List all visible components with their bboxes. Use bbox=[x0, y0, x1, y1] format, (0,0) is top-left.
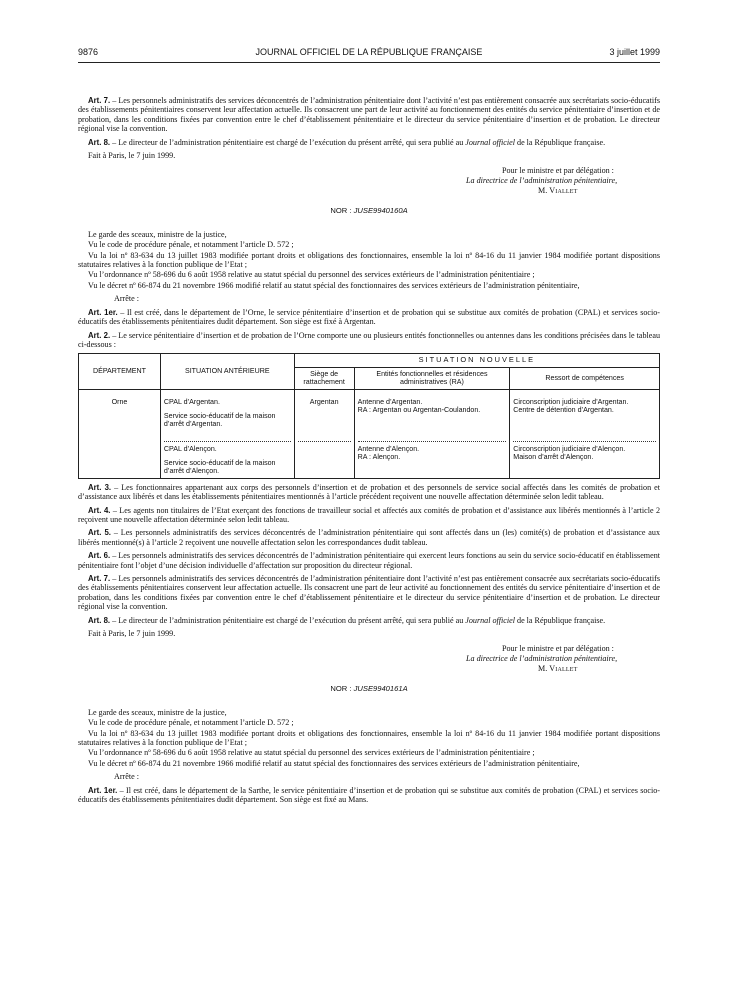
nor-label: NOR : bbox=[330, 684, 352, 694]
header-siege: Siège de rattachement bbox=[294, 367, 354, 389]
entite-line: RA : Argentan ou Argentan-Coulandon. bbox=[357, 405, 481, 414]
signature-line: Pour le ministre et par délégation : bbox=[502, 644, 614, 654]
anterieure-line: Service socio-éducatif de la maison d’arrêt d’Alençon. bbox=[163, 458, 276, 476]
article-text: – Les personnels administratifs des services déconcentrés de l’administration pénitentiaire qui sont affectés dans un (les) comité(s) de probation et d’assistance aux libérés mentionné(s) à l’article 2 reçoivent une nouvelle affectation selon les correspondances dudit tableau. bbox=[78, 528, 660, 547]
nor-code: JUSE9940160A bbox=[353, 206, 408, 216]
nor-code: JUSE9940161A bbox=[353, 684, 408, 694]
article-text: – Il est créé, dans le département de la Sarthe, le service pénitentiaire d’insertion et de probation qui se substitue aux comités de probation (CPAL) et services socio-éducatifs des établissements pénitentiaires dudit département. Son siège est fixé au Mans. bbox=[78, 785, 660, 805]
nor-label: NOR : bbox=[330, 206, 352, 216]
anterieure-line: CPAL d’Alençon. bbox=[163, 444, 217, 453]
signature-initial: M. bbox=[538, 664, 548, 674]
article-text: – Les personnels administratifs des services déconcentrés de l’administration pénitentiaire dont l’activité n’est pas entièrement consacrée aux secrétariats socio-éducatifs des établissements pénitentiaires conservent leur affectation actuelle. Ils consacrent une part de leur activité au fonctionnement des entités du service pénitentiaire d’insertion et de probation, dans les conditions fixées par convention entre le chef d’établissement pénitentiaire et le directeur du service pénitentiaire d’insertion et de probation. Le directeur régional vise la convention. bbox=[78, 96, 660, 134]
fait-a-paris: Fait à Paris, le 7 juin 1999. bbox=[88, 151, 176, 161]
table-row bbox=[79, 389, 660, 478]
article-text: – Les personnels administratifs des services déconcentrés de l’administration pénitentiaire dont l’activité n’est pas entièrement consacrée aux secrétariats socio-éducatifs des établissements pénitentiaires conservent leur affectation actuelle. Ils consacrent une part de leur activité au fonctionnement des entités du service pénitentiaire d’insertion et de probation, dans les conditions fixées par convention entre le chef d’établissement pénitentiaire et le directeur du service pénitentiaire d’insertion et de probation. Le directeur régional vise la convention. bbox=[78, 574, 660, 612]
preamble-line: Vu l’ordonnance nº 58-696 du 6 août 1958 relative au statut spécial du personnel des services extérieurs de l’administration pénitentiaire ; bbox=[88, 270, 535, 280]
signature-line: Pour le ministre et par délégation : bbox=[502, 166, 614, 176]
article-text: – Les fonctionnaires appartenant aux corps des personnels d’insertion et de probation et des personnels de service social affectés dans les comités de probation et d’assistance aux libérés et dans les établissements pénitentiaires mentionnés à l’article précédent reçoivent une nouvelle affectation déterminée selon ledit tableau. bbox=[78, 482, 660, 502]
arrete-heading: Arrête : bbox=[114, 294, 139, 304]
issue-date: 3 juillet 1999 bbox=[609, 47, 660, 57]
cell-siege bbox=[294, 389, 354, 478]
signature-block bbox=[78, 166, 660, 196]
journal-title: JOURNAL OFFICIEL DE LA RÉPUBLIQUE FRANÇAISE bbox=[255, 47, 483, 57]
article-text: – Les agents non titulaires de l’Etat exerçant des fonctions de travailleur social et affectés aux comités de probation et d’assistance aux libérés mentionnés à l’article 2 reçoivent une nouvelle affectation déterminée selon ledit tableau. bbox=[78, 505, 660, 524]
header-ressort: Ressort de compétences bbox=[510, 367, 660, 389]
article-text: – Le service pénitentiaire d’insertion et de probation de l’Orne comporte une ou plusieurs entités fonctionnelles ou antennes dans les conditions précisées dans le tableau ci-dessous : bbox=[78, 330, 660, 349]
ressort-line: Maison d’arrêt d’Alençon. bbox=[513, 452, 594, 461]
ressort-line: Circonscription judiciaire d’Argentan. bbox=[513, 397, 629, 406]
article-paragraph bbox=[78, 331, 660, 350]
preamble-line: Vu le code de procédure pénale, et notamment l’article D. 572 ; bbox=[88, 718, 294, 728]
article-paragraph bbox=[78, 786, 660, 805]
journal-officiel-italic: Journal officiel bbox=[465, 615, 515, 625]
article-paragraph bbox=[78, 483, 660, 502]
siege-value: Argentan bbox=[309, 397, 339, 406]
siege-value bbox=[298, 441, 351, 475]
cell-ressort bbox=[510, 389, 660, 478]
article-paragraph bbox=[78, 574, 660, 612]
entite-line: Antenne d’Alençon. bbox=[357, 444, 420, 453]
preamble-line: Le garde des sceaux, ministre de la justice, bbox=[88, 229, 227, 239]
signature-title: La directrice de l’administration pénitentiaire, bbox=[466, 654, 618, 664]
preamble-line: Le garde des sceaux, ministre de la justice, bbox=[88, 707, 227, 717]
cell-anterieure bbox=[160, 389, 294, 478]
cell-entites bbox=[354, 389, 510, 478]
page-header bbox=[78, 47, 660, 61]
anterieure-line: CPAL d’Argentan. bbox=[163, 397, 220, 406]
signature-surname: Viallet bbox=[549, 664, 578, 674]
article-text: – Il est créé, dans le département de l’Orne, le service pénitentiaire d’insertion et de probation qui se substitue aux comités de probation (CPAL) et services socio-éducatifs des établissements pénitentiaires dudit département. Son siège est fixé à Argentan. bbox=[78, 307, 660, 327]
nor-reference bbox=[78, 206, 660, 215]
article-label: Art. 8. bbox=[88, 615, 111, 625]
preamble-line: Vu la loi nº 83-634 du 13 juillet 1983 modifiée portant droits et obligations des fonctionnaires, ensemble la loi nº 84-16 du 11 janvier 1984 modifiée portant dispositions statutaires relatives à la fonction publique de l’Etat ; bbox=[78, 250, 660, 270]
article-text: – Le directeur de l’administration pénitentiaire est chargé de l’exécution du présent arrêté, qui sera publié au bbox=[112, 615, 464, 625]
article-label: Art. 8. bbox=[88, 137, 111, 147]
article-text: – Les personnels administratifs des services déconcentrés de l’administration pénitentiaire qui exercent leurs fonctions au sein du service socio-éducatif en établissement pénitentiaire font l’objet d’une décision individuelle d’affectation sur proposition du directeur régional. bbox=[78, 551, 660, 570]
preamble-line: Vu l’ordonnance nº 58-696 du 6 août 1958 relative au statut spécial du personnel des services extérieurs de l’administration pénitentiaire ; bbox=[88, 748, 535, 758]
signature-name bbox=[466, 186, 660, 196]
header-entites: Entités fonctionnelles et résidences administratives (RA) bbox=[354, 367, 510, 389]
ressort-line: Centre de détention d’Argentan. bbox=[513, 405, 614, 414]
article-paragraph bbox=[78, 138, 660, 147]
signature-title: La directrice de l’administration pénitentiaire, bbox=[466, 176, 618, 186]
header-departement: DÉPARTEMENT bbox=[79, 354, 161, 389]
signature-block bbox=[78, 644, 660, 674]
article-label: Art. 4. bbox=[88, 505, 111, 515]
article-text: de la République française. bbox=[517, 137, 606, 147]
preamble-line: Vu le décret nº 66-874 du 21 novembre 1966 modifié relatif au statut spécial des fonctionnaires des services extérieurs de l’administration pénitentiaire, bbox=[88, 758, 580, 768]
journal-officiel-italic: Journal officiel bbox=[465, 137, 515, 147]
article-paragraph bbox=[78, 506, 660, 525]
fait-a-paris: Fait à Paris, le 7 juin 1999. bbox=[88, 629, 176, 639]
article-label: Art. 7. bbox=[88, 574, 111, 583]
article-paragraph bbox=[78, 308, 660, 327]
article-paragraph bbox=[78, 551, 660, 570]
preamble-line: Vu le décret nº 66-874 du 21 novembre 1966 modifié relatif au statut spécial des fonctionnaires des services extérieurs de l’administration pénitentiaire, bbox=[88, 280, 580, 290]
article-text: de la République française. bbox=[517, 615, 606, 625]
header-rule bbox=[78, 62, 660, 63]
entite-line: RA : Alençon. bbox=[357, 452, 401, 461]
article-paragraph bbox=[78, 528, 660, 547]
ressort-line: Circonscription judiciaire d’Alençon. bbox=[513, 444, 626, 453]
article-paragraph bbox=[78, 616, 660, 625]
page-number: 9876 bbox=[78, 47, 99, 57]
article-label: Art. 2. bbox=[88, 330, 111, 340]
cell-departement: Orne bbox=[79, 389, 161, 478]
arrete-heading: Arrête : bbox=[114, 772, 139, 782]
preamble-line: Vu la loi nº 83-634 du 13 juillet 1983 modifiée portant droits et obligations des fonctionnaires, ensemble la loi nº 84-16 du 11 janvier 1984 modifiée portant dispositions statutaires relatives à la fonction publique de l’Etat ; bbox=[78, 728, 660, 748]
article-text: – Le directeur de l’administration pénitentiaire est chargé de l’exécution du présent arrêté, qui sera publié au bbox=[112, 137, 464, 147]
nor-reference bbox=[78, 684, 660, 693]
article-label: Art. 3. bbox=[88, 482, 112, 492]
signature-initial: M. bbox=[538, 186, 548, 196]
article-label: Art. 1er. bbox=[88, 307, 118, 317]
header-situation-anterieure: SITUATION ANTÉRIEURE bbox=[160, 354, 294, 389]
article-label: Art. 1er. bbox=[88, 785, 118, 795]
anterieure-line: Service socio-éducatif de la maison d’arrêt d’Argentan. bbox=[163, 411, 276, 429]
header-situation-nouvelle: SITUATION NOUVELLE bbox=[294, 354, 659, 367]
signature-name bbox=[466, 664, 660, 674]
signature-surname: Viallet bbox=[549, 186, 578, 196]
article-label: Art. 7. bbox=[88, 96, 111, 105]
affectation-table bbox=[78, 353, 660, 478]
preamble-line: Vu le code de procédure pénale, et notamment l’article D. 572 ; bbox=[88, 240, 294, 250]
entite-line: Antenne d’Argentan. bbox=[357, 397, 423, 406]
article-label: Art. 6. bbox=[88, 551, 111, 561]
article-label: Art. 5. bbox=[88, 528, 111, 538]
page-body bbox=[78, 96, 660, 809]
article-paragraph bbox=[78, 96, 660, 134]
